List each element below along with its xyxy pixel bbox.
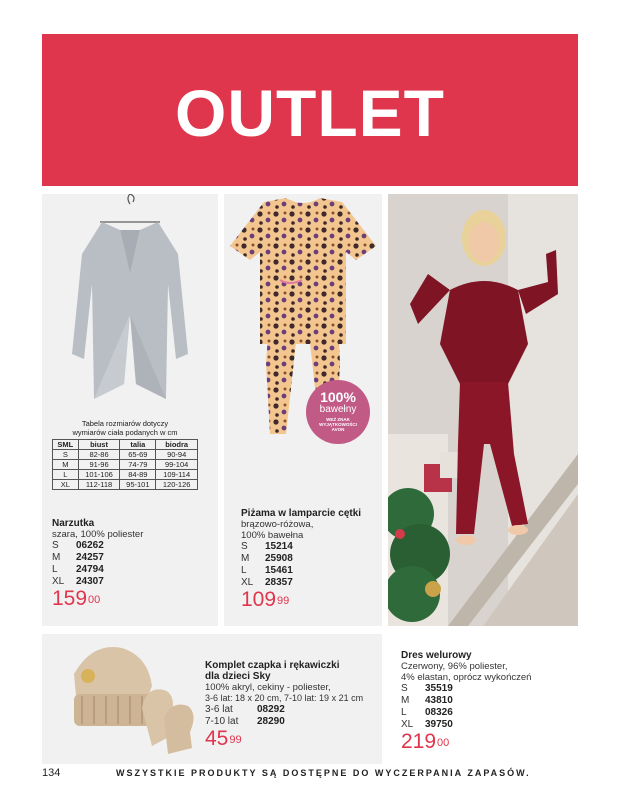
- product-name-1: Komplet czapka i rękawiczki: [205, 660, 340, 671]
- product-desc-1: brązowo-różowa,: [241, 519, 314, 530]
- banner-title: OUTLET: [175, 76, 445, 150]
- price-main: 219: [401, 730, 437, 753]
- size-cell: 99-104: [156, 460, 198, 470]
- code-number: 24307: [76, 576, 104, 587]
- badge-percent: 100%: [320, 389, 356, 405]
- product-panel-narzutka: [42, 194, 218, 626]
- size-cell: XL: [53, 480, 79, 490]
- code-number: 28290: [257, 716, 285, 727]
- code-number: 24257: [76, 552, 104, 563]
- size-table-row: [53, 470, 198, 480]
- price-cents: 99: [277, 595, 290, 607]
- code-number: 15461: [265, 565, 293, 576]
- code-size: M: [52, 552, 61, 563]
- code-row: [52, 552, 212, 564]
- size-cell: L: [53, 470, 79, 480]
- code-row: [241, 565, 381, 577]
- product-desc-2: 100% bawełna: [241, 530, 304, 541]
- size-cell: 90-94: [156, 450, 198, 460]
- code-number: 24794: [76, 564, 104, 575]
- cotton-badge: [306, 380, 370, 444]
- product-desc-1: 100% akryl, cekiny - poliester,: [205, 682, 331, 693]
- size-chart-caption-1: Tabela rozmiarów dotyczy: [81, 419, 169, 428]
- size-cell: S: [53, 450, 79, 460]
- size-cell: 101-106: [78, 470, 120, 480]
- code-number: 39750: [425, 719, 453, 730]
- size-cell: 65-69: [120, 450, 156, 460]
- price-cents: 99: [229, 734, 242, 746]
- product-desc: szara, 100% poliester: [52, 529, 144, 540]
- size-cell: 112-118: [78, 480, 120, 490]
- code-size: L: [401, 707, 407, 718]
- page-footer: [0, 767, 617, 783]
- code-number: 08292: [257, 704, 285, 715]
- code-number: 06262: [76, 540, 104, 551]
- code-row: [401, 695, 576, 707]
- code-size: 7-10 lat: [205, 716, 239, 727]
- badge-label: bawełny: [319, 404, 357, 415]
- size-cell: 82-86: [78, 450, 120, 460]
- product-info-narzutka: [52, 518, 212, 610]
- code-row: [52, 564, 212, 576]
- size-table-row: [53, 480, 198, 490]
- badge-small-3: AVON: [331, 427, 345, 432]
- code-number: 08326: [425, 707, 453, 718]
- product-desc-2: 3-6 lat: 18 x 20 cm, 7-10 lat: 19 x 21 cm: [205, 693, 364, 703]
- outlet-banner: [42, 34, 578, 186]
- price-main: 159: [52, 587, 88, 610]
- size-cell: 95-101: [120, 480, 156, 490]
- code-number: 43810: [425, 695, 453, 706]
- product-name: Piżama w lamparcie cętki: [241, 508, 362, 519]
- code-row: [401, 683, 576, 695]
- size-header-cell: biodra: [156, 440, 198, 450]
- code-size: L: [241, 565, 247, 576]
- size-header-cell: biust: [78, 440, 120, 450]
- price: [241, 589, 381, 611]
- code-number: 25908: [265, 553, 293, 564]
- badge-small-2: WYJĄTKOWOŚCI: [319, 422, 357, 427]
- product-panel-komplet: [42, 634, 382, 764]
- code-row: [241, 553, 381, 565]
- price-main: 109: [241, 588, 277, 611]
- size-cell: 120-126: [156, 480, 198, 490]
- code-size: M: [241, 553, 250, 564]
- code-row: [205, 716, 381, 728]
- code-size: S: [52, 540, 59, 551]
- size-table-header: [53, 440, 198, 450]
- hat-gloves-image: [52, 634, 202, 764]
- code-row: [52, 540, 212, 552]
- code-row: [205, 704, 381, 716]
- size-table-row: [53, 450, 198, 460]
- size-cell: 74-79: [120, 460, 156, 470]
- product-info-dres: [401, 650, 576, 753]
- price-main: 45: [205, 727, 229, 750]
- code-size: XL: [401, 719, 414, 730]
- size-chart-caption-2: wymiarów ciała podanych w cm: [72, 427, 178, 437]
- product-panel-pizama: [224, 194, 382, 626]
- size-table-row: [53, 460, 198, 470]
- product-name: Dres welurowy: [401, 650, 472, 661]
- code-row: [401, 707, 576, 719]
- code-number: 15214: [265, 541, 293, 552]
- product-desc-1: Czerwony, 96% poliester,: [401, 661, 508, 672]
- code-row: [241, 541, 381, 553]
- code-size: S: [401, 683, 408, 694]
- product-name-2: dla dzieci Sky: [205, 671, 271, 682]
- code-number: 35519: [425, 683, 453, 694]
- price-cents: 00: [437, 737, 450, 749]
- page-number: 134: [42, 767, 61, 779]
- product-info-komplet: [205, 660, 381, 750]
- price: [401, 731, 576, 753]
- size-cell: M: [53, 460, 79, 470]
- code-size: XL: [241, 577, 254, 588]
- code-size: 3-6 lat: [205, 704, 233, 715]
- code-size: L: [52, 564, 58, 575]
- price: [52, 588, 212, 610]
- size-header-cell: talia: [120, 440, 156, 450]
- code-size: M: [401, 695, 410, 706]
- size-table: [52, 439, 198, 490]
- model-photo: [388, 194, 578, 626]
- product-photo-dres: [388, 194, 578, 626]
- product-name: Narzutka: [52, 518, 95, 529]
- product-desc-2: 4% elastan, oprócz wykończeń: [401, 672, 532, 683]
- badge-small-1: WEŹ ZNAK: [326, 417, 350, 422]
- size-header-cell: SML: [53, 440, 79, 450]
- size-cell: 91-96: [78, 460, 120, 470]
- product-info-pizama: [241, 508, 381, 611]
- cardigan-image: [42, 194, 218, 419]
- size-cell: 84-89: [120, 470, 156, 480]
- code-size: XL: [52, 576, 65, 587]
- availability-note: WSZYSTKIE PRODUKTY SĄ DOSTĘPNE DO WYCZERPANIA ZAPASÓW.: [116, 768, 531, 778]
- price: [205, 728, 381, 750]
- code-size: S: [241, 541, 248, 552]
- code-number: 28357: [265, 577, 293, 588]
- size-cell: 109-114: [156, 470, 198, 480]
- pajama-image: [224, 194, 382, 494]
- size-chart: [52, 420, 198, 490]
- price-cents: 00: [88, 594, 101, 606]
